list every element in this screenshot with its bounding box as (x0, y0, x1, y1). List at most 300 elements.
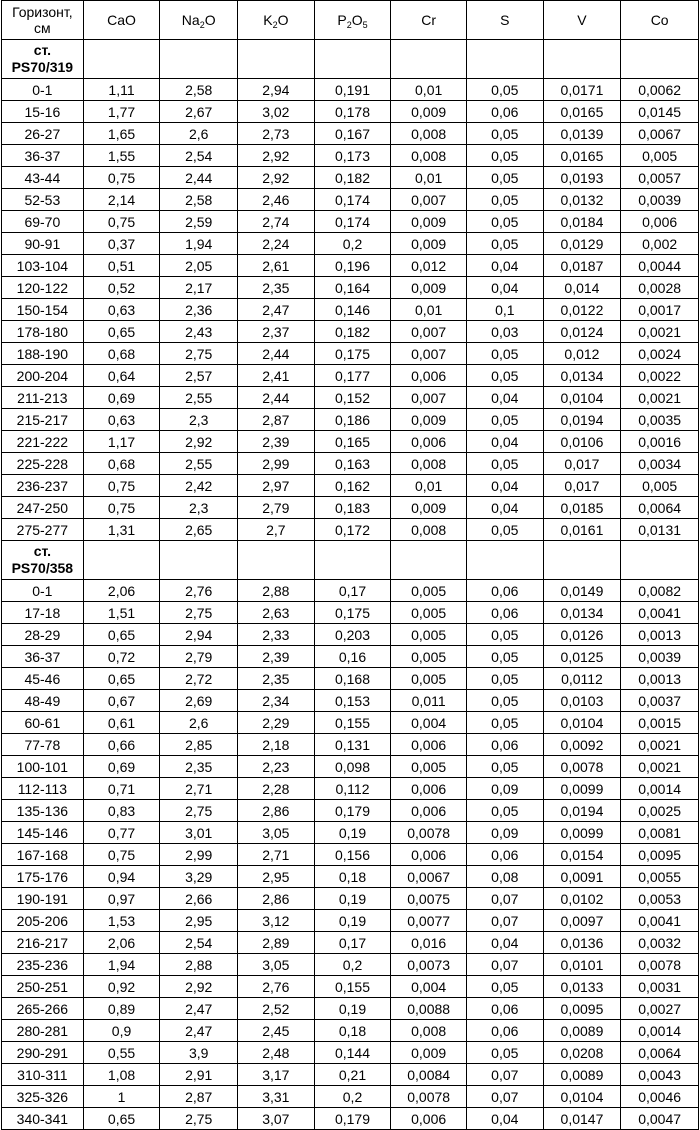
value-cell: 0,0013 (621, 624, 699, 646)
value-cell: 0,0047 (621, 1108, 699, 1130)
value-cell: 0,0097 (543, 910, 621, 932)
value-cell: 2,47 (238, 299, 315, 321)
value-cell: 0,0039 (621, 646, 699, 668)
value-cell: 0,67 (83, 690, 160, 712)
value-cell: 0,63 (83, 299, 160, 321)
value-cell: 2,44 (238, 387, 315, 409)
table-row (2, 497, 699, 519)
value-cell: 2,47 (160, 1020, 238, 1042)
station-name (2, 40, 84, 79)
value-cell: 2,75 (160, 343, 238, 365)
value-cell: 0,183 (314, 497, 391, 519)
horizon-cell: 250-251 (2, 976, 84, 998)
value-cell: 0,19 (314, 998, 391, 1020)
value-cell: 2,06 (83, 580, 160, 602)
table-row (2, 1086, 699, 1108)
value-cell: 2,86 (238, 888, 315, 910)
value-cell: 2,44 (160, 167, 238, 189)
station-id: PS70/319 (11, 59, 74, 75)
value-cell: 0,0129 (543, 233, 621, 255)
value-cell: 0,0014 (621, 778, 699, 800)
value-cell: 0,21 (314, 1064, 391, 1086)
horizon-cell: 36-37 (2, 145, 84, 167)
value-cell: 0,0134 (543, 602, 621, 624)
value-cell: 0,89 (83, 998, 160, 1020)
value-cell: 0,004 (391, 976, 467, 998)
value-cell: 0,05 (466, 189, 543, 211)
value-cell: 0,05 (466, 646, 543, 668)
value-cell: 1,51 (83, 602, 160, 624)
value-cell: 0,19 (314, 822, 391, 844)
value-cell: 2,72 (160, 668, 238, 690)
value-cell: 0,177 (314, 365, 391, 387)
table-row (2, 998, 699, 1020)
value-cell: 0,09 (466, 778, 543, 800)
value-cell: 0,65 (83, 668, 160, 690)
value-cell: 0,06 (466, 844, 543, 866)
value-cell: 0,009 (391, 211, 467, 233)
value-cell: 0,007 (391, 321, 467, 343)
value-cell: 0,006 (391, 365, 467, 387)
value-cell: 0,0193 (543, 167, 621, 189)
value-cell: 0,51 (83, 255, 160, 277)
table-row (2, 365, 699, 387)
value-cell: 0,61 (83, 712, 160, 734)
value-cell: 0,75 (83, 211, 160, 233)
horizon-cell: 188-190 (2, 343, 84, 365)
value-cell: 0,0154 (543, 844, 621, 866)
value-cell: 0,153 (314, 690, 391, 712)
value-cell: 2,48 (238, 1042, 315, 1064)
table-row (2, 145, 699, 167)
value-cell: 2,69 (160, 690, 238, 712)
empty-cell (621, 40, 699, 79)
value-cell: 0,0037 (621, 690, 699, 712)
horizon-cell: 112-113 (2, 778, 84, 800)
value-cell: 0,05 (466, 145, 543, 167)
value-cell: 2,75 (160, 602, 238, 624)
value-cell: 0,0124 (543, 321, 621, 343)
value-cell: 0,0044 (621, 255, 699, 277)
horizon-cell: 205-206 (2, 910, 84, 932)
value-cell: 0,0165 (543, 101, 621, 123)
value-cell: 3,05 (238, 954, 315, 976)
value-cell: 0,012 (391, 255, 467, 277)
value-cell: 0,1 (466, 299, 543, 321)
value-cell: 0,006 (391, 1108, 467, 1130)
table-row (2, 822, 699, 844)
value-cell: 2,95 (238, 866, 315, 888)
value-cell: 3,05 (238, 822, 315, 844)
horizon-cell: 236-237 (2, 475, 84, 497)
value-cell: 0,01 (391, 475, 467, 497)
value-cell: 0,008 (391, 145, 467, 167)
value-cell: 0,04 (466, 1108, 543, 1130)
value-cell: 0,07 (466, 888, 543, 910)
value-cell: 2,45 (238, 1020, 315, 1042)
value-cell: 0,0208 (543, 1042, 621, 1064)
value-cell: 0,07 (466, 910, 543, 932)
value-cell: 0,144 (314, 1042, 391, 1064)
horizon-cell: 150-154 (2, 299, 84, 321)
value-cell: 0,52 (83, 277, 160, 299)
value-cell: 0,05 (466, 976, 543, 998)
value-cell: 2,57 (160, 365, 238, 387)
value-cell: 0,0053 (621, 888, 699, 910)
column-header-horizon: Горизонт, см (2, 1, 84, 40)
value-cell: 2,29 (238, 712, 315, 734)
horizon-cell: 90-91 (2, 233, 84, 255)
value-cell: 0,0025 (621, 800, 699, 822)
table-row (2, 123, 699, 145)
value-cell: 2,18 (238, 734, 315, 756)
value-cell: 0,65 (83, 624, 160, 646)
value-cell: 0,004 (391, 712, 467, 734)
empty-cell (466, 40, 543, 79)
value-cell: 0,0132 (543, 189, 621, 211)
value-cell: 0,156 (314, 844, 391, 866)
table-row (2, 734, 699, 756)
empty-cell (160, 40, 238, 79)
value-cell: 0,011 (391, 690, 467, 712)
value-cell: 0,186 (314, 409, 391, 431)
empty-cell (466, 541, 543, 580)
value-cell: 0,0133 (543, 976, 621, 998)
value-cell: 2,37 (238, 321, 315, 343)
value-cell: 0,005 (391, 756, 467, 778)
table-row (2, 519, 699, 541)
value-cell: 0,178 (314, 101, 391, 123)
value-cell: 0,006 (391, 778, 467, 800)
value-cell: 0,92 (83, 976, 160, 998)
station-label: ст. (33, 543, 51, 559)
value-cell: 0,06 (466, 602, 543, 624)
value-cell: 0,182 (314, 321, 391, 343)
value-cell: 0,05 (466, 668, 543, 690)
value-cell: 0,131 (314, 734, 391, 756)
value-cell: 2,24 (238, 233, 315, 255)
horizon-cell: 77-78 (2, 734, 84, 756)
value-cell: 0,0046 (621, 1086, 699, 1108)
table-row (2, 910, 699, 932)
horizon-cell: 103-104 (2, 255, 84, 277)
value-cell: 0,006 (391, 734, 467, 756)
value-cell: 0,0126 (543, 624, 621, 646)
horizon-cell: 265-266 (2, 998, 84, 1020)
value-cell: 0,05 (466, 756, 543, 778)
value-cell: 2,42 (160, 475, 238, 497)
value-cell: 0,0055 (621, 866, 699, 888)
value-cell: 0,163 (314, 453, 391, 475)
value-cell: 0,0078 (391, 1086, 467, 1108)
table-row (2, 602, 699, 624)
value-cell: 0,77 (83, 822, 160, 844)
value-cell: 0,008 (391, 123, 467, 145)
table-row (2, 189, 699, 211)
value-cell: 0,0187 (543, 255, 621, 277)
value-cell: 2,41 (238, 365, 315, 387)
value-cell: 0,0057 (621, 167, 699, 189)
empty-cell (391, 40, 467, 79)
value-cell: 0,0136 (543, 932, 621, 954)
value-cell: 2,59 (160, 211, 238, 233)
value-cell: 0,19 (314, 910, 391, 932)
table-header (2, 1, 699, 40)
value-cell: 0,2 (314, 233, 391, 255)
value-cell: 2,46 (238, 189, 315, 211)
value-cell: 0,005 (391, 602, 467, 624)
value-cell: 2,79 (238, 497, 315, 519)
value-cell: 1,08 (83, 1064, 160, 1086)
table-row (2, 167, 699, 189)
value-cell: 0,0021 (621, 734, 699, 756)
value-cell: 3,17 (238, 1064, 315, 1086)
value-cell: 0,2 (314, 954, 391, 976)
value-cell: 2,55 (160, 453, 238, 475)
value-cell: 3,9 (160, 1042, 238, 1064)
horizon-cell: 26-27 (2, 123, 84, 145)
value-cell: 0,0031 (621, 976, 699, 998)
empty-cell (83, 541, 160, 580)
value-cell: 0,0041 (621, 910, 699, 932)
value-cell: 2,92 (160, 976, 238, 998)
value-cell: 3,29 (160, 866, 238, 888)
horizon-cell: 15-16 (2, 101, 84, 123)
value-cell: 0,17 (314, 580, 391, 602)
value-cell: 0,69 (83, 387, 160, 409)
value-cell: 2,3 (160, 497, 238, 519)
value-cell: 0,152 (314, 387, 391, 409)
value-cell: 0,014 (543, 277, 621, 299)
value-cell: 0,04 (466, 431, 543, 453)
value-cell: 0,196 (314, 255, 391, 277)
value-cell: 0,05 (466, 167, 543, 189)
value-cell: 2,79 (160, 646, 238, 668)
value-cell: 2,58 (160, 79, 238, 101)
value-cell: 0,05 (466, 519, 543, 541)
value-cell: 0,0089 (543, 1064, 621, 1086)
value-cell: 1,53 (83, 910, 160, 932)
horizon-cell: 211-213 (2, 387, 84, 409)
value-cell: 1,77 (83, 101, 160, 123)
value-cell: 0,164 (314, 277, 391, 299)
value-cell: 0,0102 (543, 888, 621, 910)
value-cell: 0,0021 (621, 387, 699, 409)
horizon-cell: 0-1 (2, 79, 84, 101)
value-cell: 0,005 (621, 145, 699, 167)
value-cell: 3,01 (160, 822, 238, 844)
value-cell: 2,92 (160, 431, 238, 453)
value-cell: 0,04 (466, 932, 543, 954)
value-cell: 0,008 (391, 453, 467, 475)
horizon-cell: 280-281 (2, 1020, 84, 1042)
table-row (2, 646, 699, 668)
value-cell: 2,66 (160, 888, 238, 910)
value-cell: 1,94 (160, 233, 238, 255)
horizon-cell: 52-53 (2, 189, 84, 211)
value-cell: 0,009 (391, 277, 467, 299)
horizon-cell: 28-29 (2, 624, 84, 646)
value-cell: 3,02 (238, 101, 315, 123)
value-cell: 0,0104 (543, 712, 621, 734)
value-cell: 0,155 (314, 976, 391, 998)
value-cell: 0,0024 (621, 343, 699, 365)
value-cell: 2,76 (160, 580, 238, 602)
table-row (2, 299, 699, 321)
value-cell: 0,08 (466, 866, 543, 888)
value-cell: 0,0112 (543, 668, 621, 690)
value-cell: 0,0106 (543, 431, 621, 453)
horizon-cell: 135-136 (2, 800, 84, 822)
value-cell: 0,0095 (543, 998, 621, 1020)
value-cell: 0,173 (314, 145, 391, 167)
value-cell: 0,75 (83, 844, 160, 866)
value-cell: 2,73 (238, 123, 315, 145)
value-cell: 0,05 (466, 123, 543, 145)
value-cell: 0,05 (466, 79, 543, 101)
horizon-cell: 100-101 (2, 756, 84, 778)
table-row (2, 778, 699, 800)
value-cell: 0,0073 (391, 954, 467, 976)
value-cell: 2,06 (83, 932, 160, 954)
value-cell: 0,0104 (543, 1086, 621, 1108)
value-cell: 0,65 (83, 321, 160, 343)
value-cell: 0,0089 (543, 1020, 621, 1042)
table-row (2, 1064, 699, 1086)
value-cell: 2,91 (160, 1064, 238, 1086)
value-cell: 0,0104 (543, 387, 621, 409)
table-row (2, 211, 699, 233)
value-cell: 2,87 (238, 409, 315, 431)
value-cell: 0,0041 (621, 602, 699, 624)
value-cell: 0,16 (314, 646, 391, 668)
value-cell: 0,0014 (621, 1020, 699, 1042)
value-cell: 2,89 (238, 932, 315, 954)
value-cell: 0,0125 (543, 646, 621, 668)
value-cell: 2,71 (238, 844, 315, 866)
value-cell: 2,95 (160, 910, 238, 932)
value-cell: 2,34 (238, 690, 315, 712)
horizon-cell: 235-236 (2, 954, 84, 976)
value-cell: 2,74 (238, 211, 315, 233)
value-cell: 2,76 (238, 976, 315, 998)
value-cell: 0,006 (621, 211, 699, 233)
value-cell: 0,06 (466, 1020, 543, 1042)
value-cell: 0,05 (466, 233, 543, 255)
value-cell: 1 (83, 1086, 160, 1108)
value-cell: 0,0134 (543, 365, 621, 387)
horizon-cell: 221-222 (2, 431, 84, 453)
value-cell: 0,0067 (621, 123, 699, 145)
value-cell: 0,19 (314, 888, 391, 910)
table-row (2, 321, 699, 343)
value-cell: 0,65 (83, 1108, 160, 1130)
value-cell: 2,87 (160, 1086, 238, 1108)
value-cell: 0,002 (621, 233, 699, 255)
value-cell: 0,05 (466, 624, 543, 646)
value-cell: 0,0184 (543, 211, 621, 233)
value-cell: 0,94 (83, 866, 160, 888)
value-cell: 0,0064 (621, 497, 699, 519)
table-body (2, 40, 699, 1130)
value-cell: 2,92 (238, 145, 315, 167)
value-cell: 0,0081 (621, 822, 699, 844)
value-cell: 0,0185 (543, 497, 621, 519)
value-cell: 0,175 (314, 602, 391, 624)
table-row (2, 233, 699, 255)
value-cell: 0,0078 (543, 756, 621, 778)
value-cell: 0,0149 (543, 580, 621, 602)
value-cell: 2,43 (160, 321, 238, 343)
horizon-cell: 340-341 (2, 1108, 84, 1130)
value-cell: 2,85 (160, 734, 238, 756)
horizon-cell: 190-191 (2, 888, 84, 910)
value-cell: 0,0032 (621, 932, 699, 954)
horizon-cell: 310-311 (2, 1064, 84, 1086)
horizon-cell: 0-1 (2, 580, 84, 602)
value-cell: 2,88 (238, 580, 315, 602)
empty-cell (314, 40, 391, 79)
table-row (2, 800, 699, 822)
empty-cell (238, 40, 315, 79)
value-cell: 2,54 (160, 932, 238, 954)
value-cell: 2,99 (238, 453, 315, 475)
value-cell: 1,11 (83, 79, 160, 101)
value-cell: 0,0091 (543, 866, 621, 888)
horizon-cell: 325-326 (2, 1086, 84, 1108)
value-cell: 2,3 (160, 409, 238, 431)
value-cell: 0,05 (466, 453, 543, 475)
value-cell: 0,0015 (621, 712, 699, 734)
value-cell: 0,72 (83, 646, 160, 668)
value-cell: 0,005 (391, 668, 467, 690)
value-cell: 2,71 (160, 778, 238, 800)
value-cell: 2,55 (160, 387, 238, 409)
value-cell: 0,17 (314, 932, 391, 954)
value-cell: 0,005 (391, 580, 467, 602)
value-cell: 0,0161 (543, 519, 621, 541)
table-row (2, 343, 699, 365)
value-cell: 0,0131 (621, 519, 699, 541)
value-cell: 1,17 (83, 431, 160, 453)
value-cell: 0,0194 (543, 800, 621, 822)
value-cell: 2,94 (160, 624, 238, 646)
value-cell: 0,55 (83, 1042, 160, 1064)
value-cell: 0,174 (314, 211, 391, 233)
value-cell: 0,009 (391, 409, 467, 431)
value-cell: 0,0165 (543, 145, 621, 167)
value-cell: 2,61 (238, 255, 315, 277)
value-cell: 0,0103 (543, 690, 621, 712)
value-cell: 0,098 (314, 756, 391, 778)
value-cell: 0,9 (83, 1020, 160, 1042)
value-cell: 0,009 (391, 1042, 467, 1064)
station-name (2, 541, 84, 580)
value-cell: 1,94 (83, 954, 160, 976)
value-cell: 0,0022 (621, 365, 699, 387)
horizon-cell: 216-217 (2, 932, 84, 954)
column-header-na2o: $Na_2O$ (160, 1, 238, 40)
value-cell: 2,05 (160, 255, 238, 277)
value-cell: 0,009 (391, 497, 467, 519)
table-row (2, 1020, 699, 1042)
value-cell: 1,65 (83, 123, 160, 145)
value-cell: 0,162 (314, 475, 391, 497)
value-cell: 0,155 (314, 712, 391, 734)
value-cell: 0,0016 (621, 431, 699, 453)
empty-cell (160, 541, 238, 580)
value-cell: 0,005 (621, 475, 699, 497)
